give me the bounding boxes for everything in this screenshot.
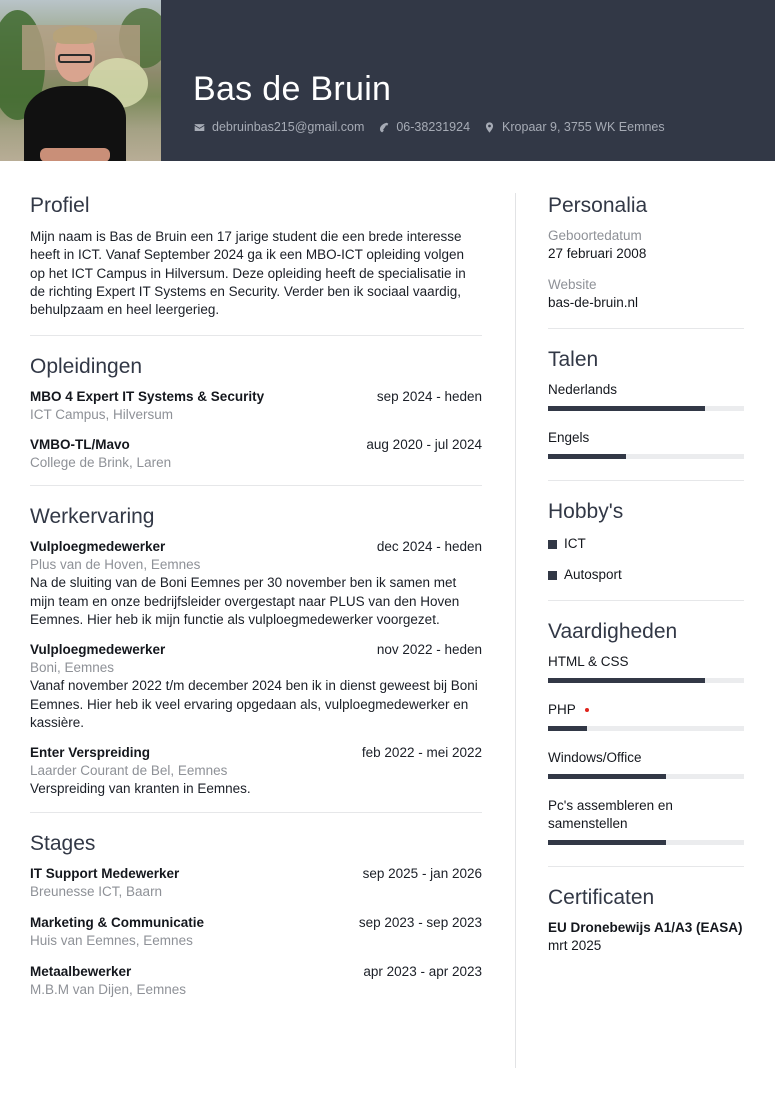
section-title: Certificaten	[548, 886, 655, 909]
entry-date: nov 2022 - heden	[376, 642, 482, 658]
entry-date: feb 2022 - mei 2022	[361, 745, 482, 761]
square-bullet-icon	[548, 540, 557, 549]
profile-photo	[0, 0, 161, 161]
language-item	[548, 429, 744, 459]
entry-description: Na de sluiting van de Boni Eemnes per 30 november ben ik samen met mijn team en onze bedrijfsleider overgestapt naar PLUS van den Hoven Eemnes. Hier heb ik mijn functie als vulploegmedewerker voorgezet.	[30, 575, 460, 628]
sidebar	[548, 193, 744, 955]
divider	[548, 600, 744, 601]
education-item	[30, 388, 482, 424]
skill-label: Windows/Office	[548, 750, 642, 765]
bar-fill	[548, 678, 705, 683]
skill-item	[548, 749, 744, 779]
section-personal	[548, 193, 744, 329]
entry-title: Vulploegmedewerker	[30, 642, 166, 658]
certificate-title: EU Dronebewijs A1/A3 (EASA)	[548, 920, 743, 935]
contact-info	[194, 120, 679, 134]
contact-address	[484, 120, 665, 134]
entry-company: Huis van Eemnes, Eemnes	[30, 932, 193, 948]
section-title: Vaardigheden	[548, 620, 678, 643]
entry-date: dec 2024 - heden	[376, 539, 482, 555]
skill-label: HTML & CSS	[548, 654, 629, 669]
hobby-label: ICT	[564, 536, 586, 551]
address-text: Kropaar 9, 3755 WK Eemnes	[502, 120, 665, 134]
bar-fill	[548, 774, 666, 779]
section-title: Personalia	[548, 194, 648, 217]
entry-institution: College de Brink, Laren	[30, 455, 172, 471]
entry-date: aug 2020 - jul 2024	[366, 437, 482, 453]
experience-item	[30, 641, 482, 732]
skill-level-bar	[548, 678, 744, 683]
divider	[30, 812, 482, 813]
website-link[interactable]: bas-de-bruin.nl	[548, 295, 639, 310]
entry-date: apr 2023 - apr 2023	[363, 963, 482, 979]
entry-title: IT Support Medewerker	[30, 865, 180, 881]
main-column	[30, 193, 482, 1012]
education-item	[30, 436, 482, 472]
section-experience	[30, 504, 482, 812]
entry-title: Marketing & Communicatie	[30, 914, 205, 930]
field-value: 27 februari 2008	[548, 246, 647, 261]
contact-phone[interactable]	[378, 120, 470, 134]
skill-level-bar	[548, 774, 744, 779]
bar-fill	[548, 454, 626, 459]
contact-email[interactable]	[194, 120, 364, 134]
entry-company: Breunesse ICT, Baarn	[30, 883, 163, 899]
section-hobbies	[548, 499, 744, 601]
entry-employer: Boni, Eemnes	[30, 660, 115, 676]
envelope-icon	[194, 122, 205, 133]
language-label: Nederlands	[548, 382, 618, 397]
section-languages	[548, 347, 744, 481]
entry-employer: Plus van de Hoven, Eemnes	[30, 557, 201, 573]
entry-description: Vanaf november 2022 t/m december 2024 ben ik in dienst geweest bij Boni Eemnes. Hier heb ik veel ervaring opgedaan als, vulploegmedewerker en kassière.	[30, 678, 478, 730]
entry-institution: ICT Campus, Hilversum	[30, 407, 174, 423]
divider	[30, 485, 482, 486]
hobby-label: Autosport	[564, 567, 622, 582]
entry-date: sep 2024 - heden	[376, 389, 482, 405]
entry-title: VMBO-TL/Mavo	[30, 437, 130, 453]
skill-item	[548, 653, 744, 683]
skill-label: PHP	[548, 702, 576, 717]
entry-date: sep 2025 - jan 2026	[362, 865, 482, 881]
field-label: Geboortedatum	[548, 228, 642, 243]
skill-item	[548, 797, 744, 845]
section-internships	[30, 831, 482, 999]
section-profile	[30, 193, 482, 336]
phone-text: 06-38231924	[396, 120, 471, 134]
field-label: Website	[548, 277, 597, 292]
section-title: Stages	[30, 831, 96, 855]
cursor-marker	[585, 708, 589, 712]
skill-label: Pc's assembleren en samenstellen	[548, 798, 673, 831]
section-title: Werkervaring	[30, 505, 155, 529]
bar-fill	[548, 726, 587, 731]
hobby-item	[548, 535, 744, 553]
skill-item	[548, 701, 744, 731]
internship-item	[30, 963, 482, 999]
internship-item	[30, 914, 482, 950]
section-certificates	[548, 885, 744, 955]
section-education	[30, 354, 482, 486]
entry-company: M.B.M van Dijen, Eemnes	[30, 981, 187, 997]
certificate-date: mrt 2025	[548, 938, 602, 953]
header	[0, 0, 775, 161]
entry-description: Verspreiding van kranten in Eemnes.	[30, 781, 251, 797]
language-label: Engels	[548, 430, 590, 445]
bar-fill	[548, 406, 705, 411]
email-text: debruinbas215@gmail.com	[212, 120, 365, 134]
divider	[548, 328, 744, 329]
entry-employer: Laarder Courant de Bel, Eemnes	[30, 763, 228, 779]
hobby-item	[548, 566, 744, 584]
internship-item	[30, 865, 482, 901]
section-title: Talen	[548, 348, 599, 371]
section-skills	[548, 619, 744, 867]
divider	[548, 866, 744, 867]
profile-text: Mijn naam is Bas de Bruin een 17 jarige student die een brede interesse heeft in ICT. Vanaf September 2024 ga ik een MBO-ICT opleiding volgen op het ICT Campus in Hilversum. Deze opleiding heeft de specialisatie in de richting Expert IT Systems en Security. Verder ben ik sociaal vaardig, behulpzaam en heel leergerieg.	[30, 229, 466, 318]
square-bullet-icon	[548, 571, 557, 580]
experience-item	[30, 538, 482, 629]
section-title: Profiel	[30, 194, 90, 217]
skill-level-bar	[548, 840, 744, 845]
candidate-name: Bas de Bruin	[193, 70, 392, 108]
phone-icon	[378, 122, 389, 133]
language-item	[548, 381, 744, 411]
entry-title: Vulploegmedewerker	[30, 539, 166, 555]
map-marker-icon	[484, 122, 495, 133]
entry-date: sep 2023 - sep 2023	[358, 914, 482, 930]
section-title: Hobby's	[548, 500, 624, 523]
divider	[30, 335, 482, 336]
entry-title: Enter Verspreiding	[30, 745, 151, 761]
language-level-bar	[548, 406, 744, 411]
bar-fill	[548, 840, 666, 845]
skill-level-bar	[548, 726, 744, 731]
divider	[548, 480, 744, 481]
column-divider	[515, 193, 516, 1068]
entry-title: Metaalbewerker	[30, 963, 132, 979]
entry-title: MBO 4 Expert IT Systems & Security	[30, 389, 265, 405]
language-level-bar	[548, 454, 744, 459]
experience-item	[30, 744, 482, 798]
section-title: Opleidingen	[30, 355, 143, 379]
